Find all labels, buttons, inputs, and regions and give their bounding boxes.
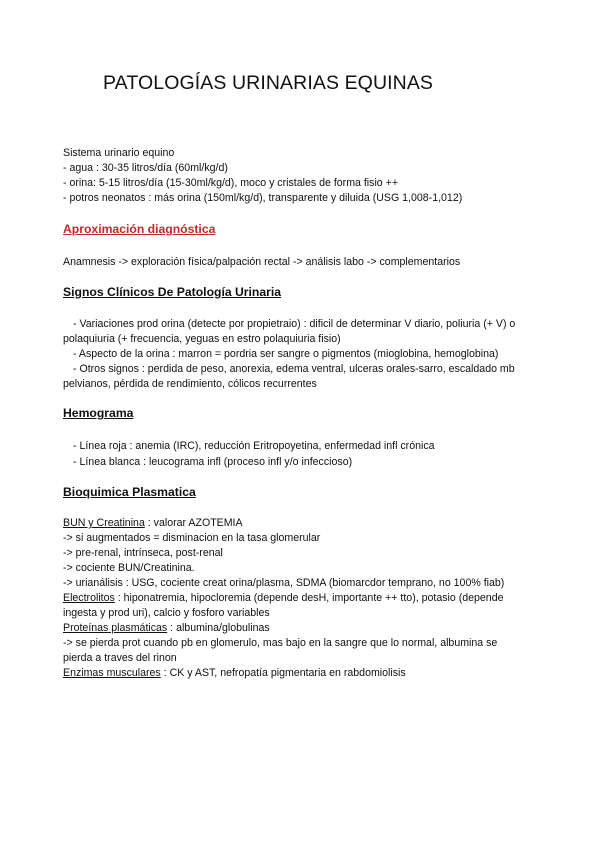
body-line: ingesta y prod uri), calcio y fosforo variables <box>63 607 270 619</box>
body-line: pelvianos, pérdida de rendimiento, cólicos recurrentes <box>63 378 317 390</box>
term-enzimas: Enzimas musculares <box>63 667 161 679</box>
body-line: - Variaciones prod orina (detecte por propietraio) : dificil de determinar V diario, poliuria (+ V) o <box>73 318 516 330</box>
body-line: -> cociente BUN/Creatinina. <box>63 562 195 574</box>
intro-line: - orina: 5-15 litros/día (15-30ml/kg/d), moco y cristales de forma fisio ++ <box>63 177 399 189</box>
term-text: : hiponatremia, hipocloremia (depende desH, importante ++ tto), potasio (depende <box>114 592 504 604</box>
body-line: - Aspecto de la orina : marron = pordria ser sangre o pigmentos (mioglobina, hemoglobina) <box>73 348 499 360</box>
term-proteinas: Proteínas plasmáticas <box>63 622 168 634</box>
body-line <box>63 591 504 606</box>
body-line: -> si augmentados = disminacion en la tasa glomerular <box>63 532 321 544</box>
body-line: -> se pierda prot cuando pb en glomerulo, mas bajo en la sangre que lo normal, albumina se <box>63 637 498 649</box>
body-line: Anamnesis -> exploración física/palpación rectal -> análisis labo -> complementarios <box>63 256 461 268</box>
body-line: - Línea roja : anemia (IRC), reducción Eritropoyetina, enfermedad infl crónica <box>73 440 435 452</box>
term-bun-creatinina: BUN y Creatinina <box>63 517 145 529</box>
term-electrolitos: Electrolitos <box>63 592 115 604</box>
body-line: -> pre-renal, intrínseca, post-renal <box>63 547 223 559</box>
intro-line: - potros neonatos : más orina (150ml/kg/d), transparente y diluida (USG 1,008-1,012) <box>63 192 463 204</box>
term-text: : albumina/globulinas <box>167 622 270 634</box>
body-line: -> urianálisis : USG, cociente creat orina/plasma, SDMA (biomarcdor temprano, no 100% fiab) <box>63 577 505 589</box>
term-text: : CK y AST, nefropatía pigmentaria en rabdomiolisis <box>160 667 406 679</box>
page-title: PATOLOGÍAS URINARIAS EQUINAS <box>103 72 434 94</box>
body-line <box>63 516 243 531</box>
body-line <box>63 621 270 636</box>
section-heading-bioquimica: Bioquimica Plasmatica <box>63 485 196 499</box>
body-line: - Línea blanca : leucograma infl (proceso infl y/o infeccioso) <box>73 456 353 468</box>
body-line: - Otros signos : perdida de peso, anorexia, edema ventral, ulceras orales-sarro, escaldado mb <box>73 363 515 375</box>
intro-line: - agua : 30-35 litros/día (60ml/kg/d) <box>63 162 228 174</box>
intro-line: Sistema urinario equino <box>63 147 175 159</box>
term-text: : valorar AZOTEMIA <box>144 517 243 529</box>
section-heading-hemograma: Hemograma <box>63 406 134 420</box>
body-line: polaquiuria (+ frecuencia, yeguas en estro polaquiuria fisio) <box>63 333 341 345</box>
body-line: pierda a traves del rinon <box>63 652 177 664</box>
section-heading-aproximacion: Aproximación diagnóstica <box>63 222 216 236</box>
body-line <box>63 666 406 681</box>
section-heading-signos: Signos Clínicos De Patología Urinaria <box>63 285 282 299</box>
